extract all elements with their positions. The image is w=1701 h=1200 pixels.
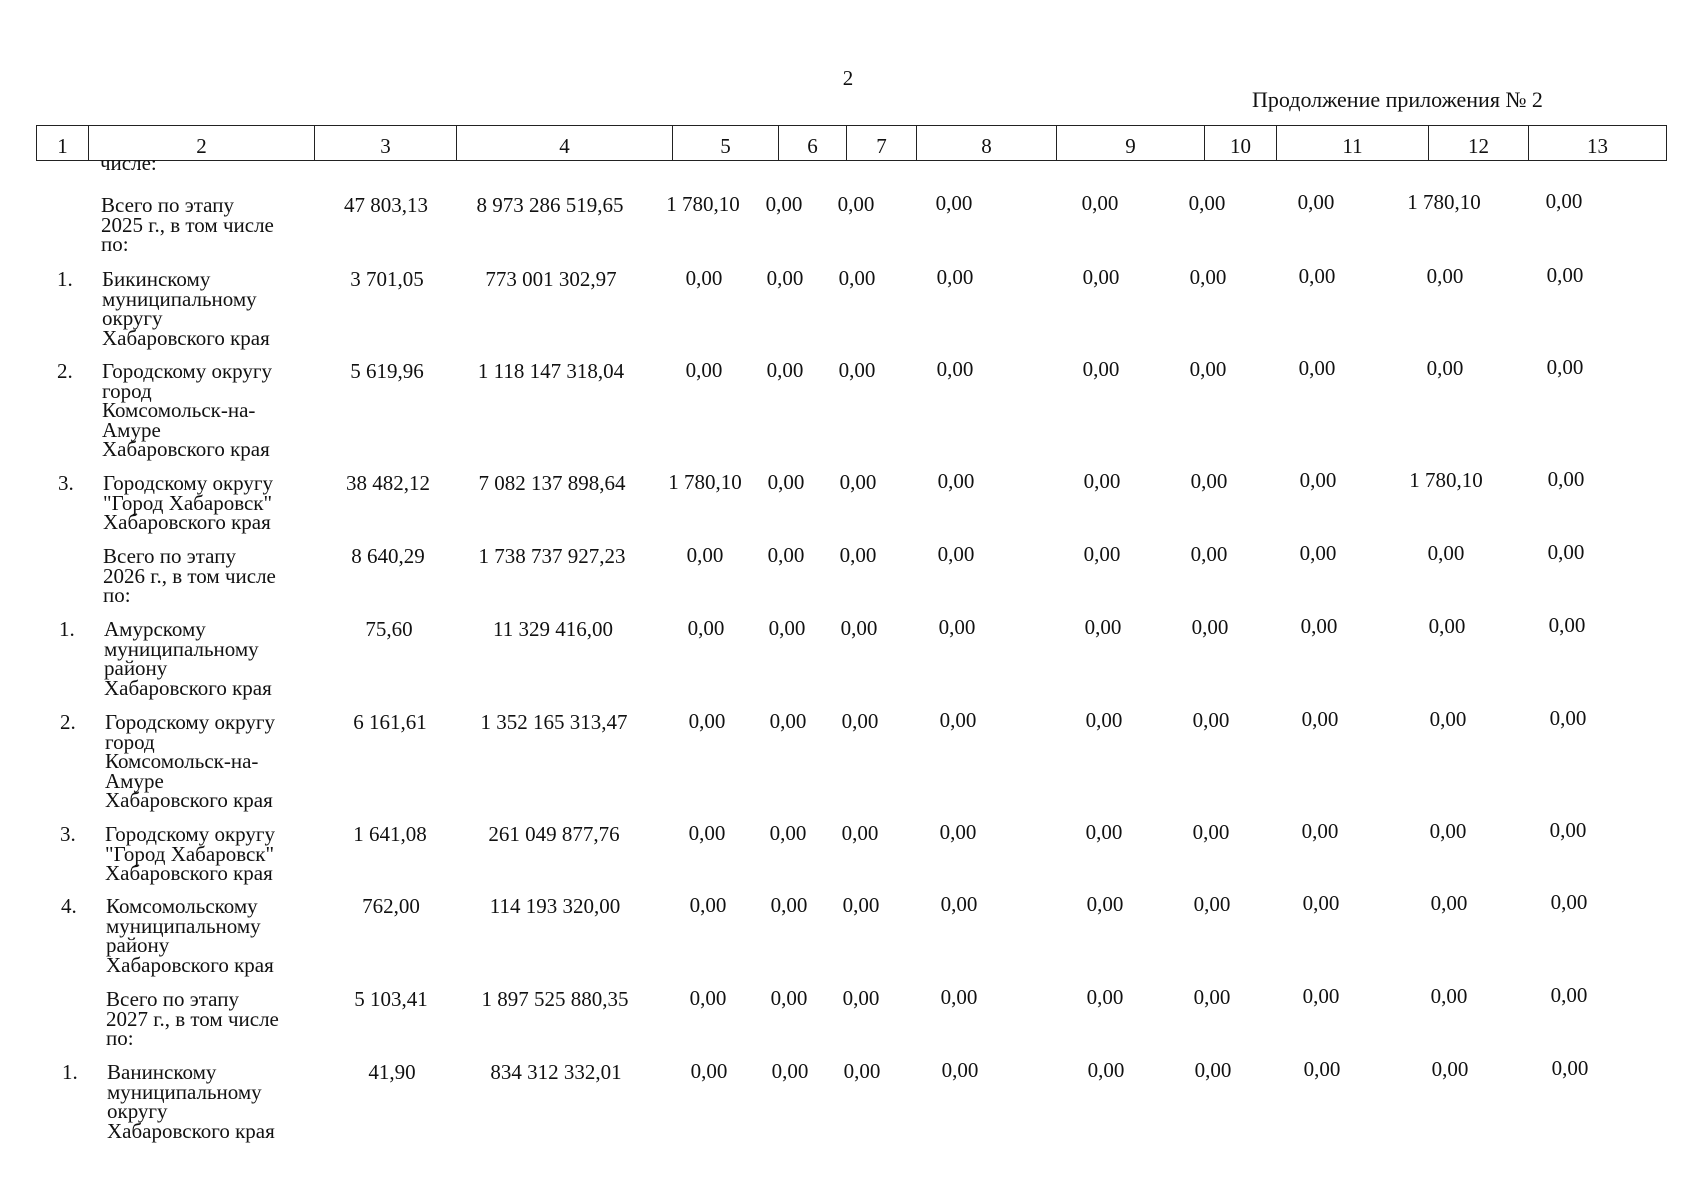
cell-col-9: 0,00	[1086, 985, 1124, 1009]
cell-col-8: 0,00	[937, 469, 975, 493]
cell-col-3: 5 619,96	[350, 359, 424, 383]
cell-col-13: 0,00	[1550, 983, 1588, 1007]
cell-col-5: 0,00	[689, 893, 727, 917]
cell-col-5: 0,00	[689, 986, 727, 1010]
cell-col-12: 0,00	[1427, 541, 1465, 565]
cell-col-9: 0,00	[1086, 892, 1124, 916]
cell-col-10: 0,00	[1194, 1058, 1232, 1082]
row-number: 1.	[62, 1060, 78, 1084]
cell-col-7: 0,00	[840, 616, 878, 640]
column-header-12: 12	[1428, 125, 1529, 161]
cell-col-9: 0,00	[1083, 469, 1121, 493]
cell-col-3: 6 161,61	[353, 710, 427, 734]
row-number: 2.	[60, 710, 76, 734]
cell-col-10: 0,00	[1190, 469, 1228, 493]
row-number: 1.	[57, 267, 73, 291]
cell-col-3: 75,60	[365, 617, 413, 641]
cell-col-4: 114 193 320,00	[489, 894, 621, 918]
cell-col-11: 0,00	[1302, 891, 1340, 915]
column-header-6: 6	[778, 125, 847, 161]
row-name: Всего по этапу 2026 г., в том числе по:	[103, 544, 276, 607]
cell-col-5: 0,00	[685, 266, 723, 290]
row-name: Городскому округу город Комсомольск-на- Амуре Хабаровского края	[102, 359, 273, 461]
cell-col-3: 8 640,29	[351, 544, 425, 568]
cell-col-7: 0,00	[838, 358, 876, 382]
cell-col-11: 0,00	[1299, 468, 1337, 492]
column-header-13: 13	[1528, 125, 1667, 161]
page-number: 2	[842, 66, 854, 90]
cell-col-3: 41,90	[368, 1060, 416, 1084]
cell-col-4: 773 001 302,97	[485, 267, 617, 291]
row-number: 1.	[59, 617, 75, 641]
cell-col-3: 3 701,05	[350, 267, 424, 291]
cell-col-12: 0,00	[1428, 614, 1466, 638]
cell-col-12: 0,00	[1430, 891, 1468, 915]
cell-col-13: 0,00	[1547, 467, 1585, 491]
cell-col-10: 0,00	[1192, 708, 1230, 732]
cell-col-4: 1 897 525 880,35	[481, 987, 629, 1011]
cell-col-10: 0,00	[1192, 820, 1230, 844]
cell-col-6: 0,00	[766, 266, 804, 290]
cell-col-7: 0,00	[839, 470, 877, 494]
cell-col-4: 1 118 147 318,04	[477, 359, 625, 383]
row-number: 2.	[57, 359, 73, 383]
cell-col-10: 0,00	[1193, 892, 1231, 916]
cell-col-6: 0,00	[765, 192, 803, 216]
column-header-5: 5	[672, 125, 779, 161]
column-header-10: 10	[1204, 125, 1277, 161]
cell-col-10: 0,00	[1193, 985, 1231, 1009]
cell-col-4: 11 329 416,00	[493, 617, 613, 641]
cell-col-4: 1 352 165 313,47	[480, 710, 628, 734]
cell-col-7: 0,00	[841, 709, 879, 733]
cell-col-8: 0,00	[940, 985, 978, 1009]
cell-col-12: 0,00	[1426, 356, 1464, 380]
cell-col-6: 0,00	[769, 821, 807, 845]
cell-col-3: 38 482,12	[346, 471, 430, 495]
column-header-4: 4	[456, 125, 673, 161]
cell-col-12: 1 780,10	[1407, 190, 1481, 214]
row-name: Ванинскому муниципальному округу Хабаровского края	[107, 1060, 275, 1143]
cell-col-3: 47 803,13	[344, 193, 428, 217]
cell-col-11: 0,00	[1298, 264, 1336, 288]
cell-col-3: 762,00	[362, 894, 420, 918]
cell-col-6: 0,00	[770, 986, 808, 1010]
row-name: Всего по этапу 2025 г., в том числе по:	[101, 193, 274, 256]
cell-col-11: 0,00	[1298, 356, 1336, 380]
cell-col-8: 0,00	[936, 265, 974, 289]
cell-col-7: 0,00	[842, 986, 880, 1010]
cell-col-4: 8 973 286 519,65	[476, 193, 624, 217]
row-name: Городскому округу город Комсомольск-на- Амуре Хабаровского края	[105, 710, 276, 812]
column-header-3: 3	[314, 125, 457, 161]
cell-col-5: 0,00	[685, 358, 723, 382]
row-name: Городскому округу "Город Хабаровск" Хабаровского края	[105, 822, 276, 885]
cell-col-9: 0,00	[1084, 615, 1122, 639]
cell-col-11: 0,00	[1300, 614, 1338, 638]
cell-col-13: 0,00	[1545, 189, 1583, 213]
cell-col-4: 7 082 137 898,64	[478, 471, 626, 495]
cell-col-11: 0,00	[1301, 707, 1339, 731]
cell-col-7: 0,00	[841, 821, 879, 845]
cell-col-8: 0,00	[937, 542, 975, 566]
cell-col-12: 0,00	[1429, 707, 1467, 731]
cell-col-6: 0,00	[769, 709, 807, 733]
cell-col-13: 0,00	[1548, 613, 1586, 637]
cell-col-13: 0,00	[1551, 1056, 1589, 1080]
row-name: Городскому округу "Город Хабаровск" Хабаровского края	[103, 471, 274, 534]
cell-col-4: 1 738 737 927,23	[478, 544, 626, 568]
cell-col-6: 0,00	[770, 893, 808, 917]
cell-col-10: 0,00	[1189, 265, 1227, 289]
cell-col-13: 0,00	[1549, 818, 1587, 842]
row-number: 3.	[60, 822, 76, 846]
cell-col-10: 0,00	[1190, 542, 1228, 566]
cell-col-8: 0,00	[940, 892, 978, 916]
cell-col-12: 0,00	[1430, 984, 1468, 1008]
cell-col-8: 0,00	[938, 615, 976, 639]
cell-col-9: 0,00	[1083, 542, 1121, 566]
appendix-continuation-note: Продолжение приложения № 2	[1252, 87, 1543, 112]
row-name: Всего по этапу 2027 г., в том числе по:	[106, 987, 279, 1050]
cell-col-5: 0,00	[688, 709, 726, 733]
cell-col-6: 0,00	[771, 1059, 809, 1083]
cell-col-11: 0,00	[1303, 1057, 1341, 1081]
cell-col-6: 0,00	[766, 358, 804, 382]
cell-col-5: 0,00	[688, 821, 726, 845]
row-name: Амурскому муниципальному району Хабаровского края	[104, 617, 272, 700]
cell-col-10: 0,00	[1188, 191, 1226, 215]
cell-col-9: 0,00	[1087, 1058, 1125, 1082]
cell-col-8: 0,00	[935, 191, 973, 215]
cell-col-4: 261 049 877,76	[488, 822, 620, 846]
cell-col-7: 0,00	[838, 266, 876, 290]
column-header-11: 11	[1276, 125, 1429, 161]
cell-col-5: 0,00	[690, 1059, 728, 1083]
row-number: 3.	[58, 471, 74, 495]
column-header-1: 1	[36, 125, 89, 161]
continued-text: числе:	[100, 151, 157, 175]
cell-col-7: 0,00	[837, 192, 875, 216]
cell-col-11: 0,00	[1299, 541, 1337, 565]
cell-col-9: 0,00	[1082, 265, 1120, 289]
row-name: Комсомольскому муниципальному району Хабаровского края	[106, 894, 274, 977]
cell-col-13: 0,00	[1550, 890, 1588, 914]
table-header-row	[36, 125, 1666, 161]
column-header-8: 8	[916, 125, 1057, 161]
cell-col-13: 0,00	[1546, 263, 1584, 287]
cell-col-8: 0,00	[939, 820, 977, 844]
cell-col-5: 0,00	[686, 543, 724, 567]
cell-col-9: 0,00	[1085, 708, 1123, 732]
cell-col-10: 0,00	[1189, 357, 1227, 381]
row-name: Бикинскому муниципальному округу Хабаровского края	[102, 267, 270, 350]
cell-col-12: 0,00	[1429, 819, 1467, 843]
cell-col-11: 0,00	[1301, 819, 1339, 843]
cell-col-9: 0,00	[1085, 820, 1123, 844]
cell-col-5: 0,00	[687, 616, 725, 640]
cell-col-9: 0,00	[1082, 357, 1120, 381]
cell-col-7: 0,00	[842, 893, 880, 917]
column-header-2: 2	[88, 125, 315, 161]
cell-col-6: 0,00	[767, 543, 805, 567]
cell-col-13: 0,00	[1549, 706, 1587, 730]
cell-col-6: 0,00	[768, 616, 806, 640]
cell-col-5: 1 780,10	[666, 192, 740, 216]
row-number: 4.	[61, 894, 77, 918]
cell-col-6: 0,00	[767, 470, 805, 494]
cell-col-12: 0,00	[1431, 1057, 1469, 1081]
cell-col-7: 0,00	[843, 1059, 881, 1083]
cell-col-5: 1 780,10	[668, 470, 742, 494]
cell-col-8: 0,00	[936, 357, 974, 381]
cell-col-8: 0,00	[939, 708, 977, 732]
cell-col-8: 0,00	[941, 1058, 979, 1082]
cell-col-11: 0,00	[1297, 190, 1335, 214]
cell-col-9: 0,00	[1081, 191, 1119, 215]
cell-col-11: 0,00	[1302, 984, 1340, 1008]
cell-col-10: 0,00	[1191, 615, 1229, 639]
cell-col-12: 1 780,10	[1409, 468, 1483, 492]
cell-col-13: 0,00	[1547, 540, 1585, 564]
cell-col-3: 1 641,08	[353, 822, 427, 846]
column-header-7: 7	[846, 125, 917, 161]
cell-col-7: 0,00	[839, 543, 877, 567]
cell-col-13: 0,00	[1546, 355, 1584, 379]
column-header-9: 9	[1056, 125, 1205, 161]
cell-col-12: 0,00	[1426, 264, 1464, 288]
cell-col-3: 5 103,41	[354, 987, 428, 1011]
cell-col-4: 834 312 332,01	[490, 1060, 622, 1084]
